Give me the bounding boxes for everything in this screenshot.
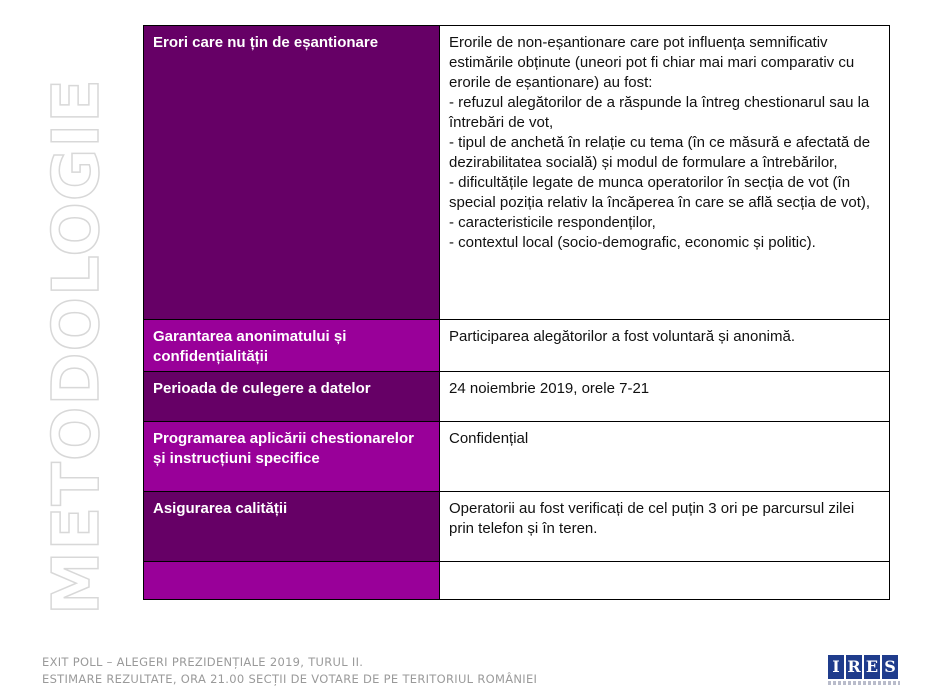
value-line: Erorile de non-eșantionare care pot influența semnificativ estimările obținute (uneori pot fi chiar mai mari comparativ cu erorile de eșantionare) au fost: [449,34,855,91]
logo-letter: E [864,655,880,679]
row-label: Programarea aplicării chestionarelor și instrucțiuni specifice [144,422,440,492]
methodology-table [143,25,890,600]
logo-letter: S [882,655,898,679]
logo-letters [828,655,900,679]
row-value [440,562,890,600]
table-row [144,492,890,562]
value-line: - contextul local (socio-demografic, economic și politic). [449,234,816,251]
table-row [144,562,890,600]
logo-letter: R [846,655,862,679]
table-row [144,422,890,492]
ires-logo [828,655,900,689]
footer-line-2: ESTIMARE REZULTATE, ORA 21.00 SECȚII DE VOTARE DE PE TERITORIUL ROMÂNIEI [42,672,538,686]
table-row [144,320,890,372]
logo-tagline-strip [828,681,900,685]
row-label: Garantarea anonimatului și confidențialității [144,320,440,372]
value-line: - caracteristicile respondenților, [449,214,656,231]
value-line: - tipul de anchetă în relație cu tema (în ce măsură e afectată de dezirabilitatea socială) și modul de formulare a întrebărilor, [449,134,871,171]
row-value: Operatorii au fost verificați de cel puțin 3 ori pe parcursul zilei prin telefon și în teren. [440,492,890,562]
footer-line-1: EXIT POLL – ALEGERI PREZIDENȚIALE 2019, TURUL II. [42,655,364,669]
table-row [144,26,890,320]
row-value: 24 noiembrie 2019, orele 7-21 [440,372,890,422]
side-title: METODOLOGIE [40,78,114,615]
value-line: - refuzul alegătorilor de a răspunde la întreg chestionarul sau la întrebări de vot, [449,94,870,131]
row-value [440,26,890,320]
logo-letter: I [828,655,844,679]
row-label: Erori care nu țin de eșantionare [144,26,440,320]
row-label [144,562,440,600]
table-row [144,372,890,422]
row-label: Asigurarea calității [144,492,440,562]
row-value: Confidențial [440,422,890,492]
value-line: - dificultățile legate de munca operatorilor în secția de vot (în special poziția relativ la încăperea în care se află secția de vot), [449,174,871,211]
row-label: Perioada de culegere a datelor [144,372,440,422]
row-value: Participarea alegătorilor a fost voluntară și anonimă. [440,320,890,372]
